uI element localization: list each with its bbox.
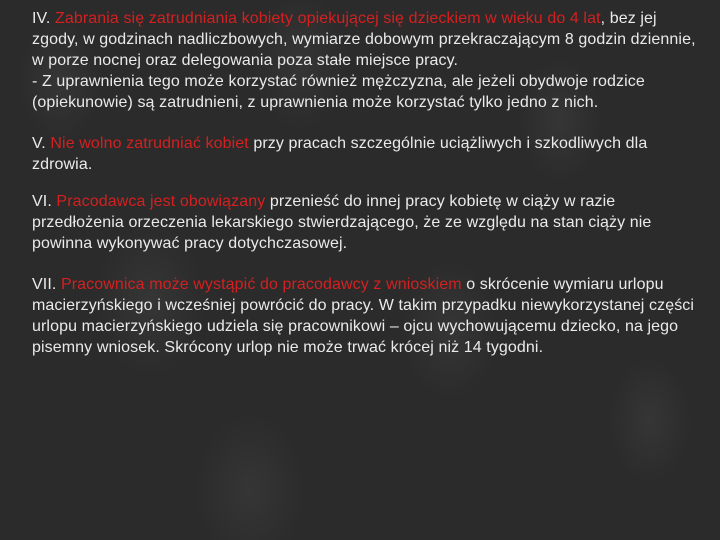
paragraph-number: V. <box>32 135 51 152</box>
highlighted-phrase: Pracodawca jest obowiązany <box>56 193 266 210</box>
paragraph-note: - Z uprawnienia tego może korzystać również mężczyzna, ale jeżeli obydwoje rodzice (opiekunowie) są zatrudnieni, z uprawnienia może korzystać tylko jedno z nich. <box>32 73 645 111</box>
paragraph-text: o skrócenie wymiaru urlopu macierzyńskiego i wcześniej powrócić do pracy. W takim przypadku niewykorzystanej części urlopu macierzyńskiego udziela się pracownikowi – ojcu wychowującemu dziecko, na jego pisemny wniosek. Skrócony urlop nie może trwać krócej niż 14 tygodni. <box>32 276 695 356</box>
paragraph-iv <box>32 8 696 113</box>
paragraph-number: VII. <box>32 276 61 293</box>
paragraph-vi <box>32 191 696 254</box>
paragraph-v <box>32 133 696 175</box>
paragraph-number: IV. <box>32 10 55 27</box>
paragraph-text: przy pracach szczególnie uciążliwych i szkodliwych dla zdrowia. <box>32 135 648 173</box>
paragraph-vii <box>32 274 696 358</box>
paragraph-number: VI. <box>32 193 57 210</box>
slide-content <box>32 8 696 378</box>
paragraph-text: przenieść do innej pracy kobietę w ciąży w razie przedłożenia orzeczenia lekarskiego stwierdzającego, że ze względu na stan ciąży nie powinna wykonywać pracy dotychczasowej. <box>32 193 652 252</box>
highlighted-phrase: Pracownica może wystąpić do pracodawcy z wnioskiem <box>60 276 462 293</box>
highlighted-phrase: Zabrania się zatrudniania kobiety opiekującej się dzieckiem w wieku do 4 lat <box>54 10 601 27</box>
highlighted-phrase: Nie wolno zatrudniać kobiet <box>50 135 249 152</box>
paragraph-text: , bez jej zgody, w godzinach nadliczbowych, wymiarze dobowym przekraczającym 8 godzin dziennie, w porze nocnej oraz delegowania poza stałe miejsce pracy. <box>32 10 696 69</box>
